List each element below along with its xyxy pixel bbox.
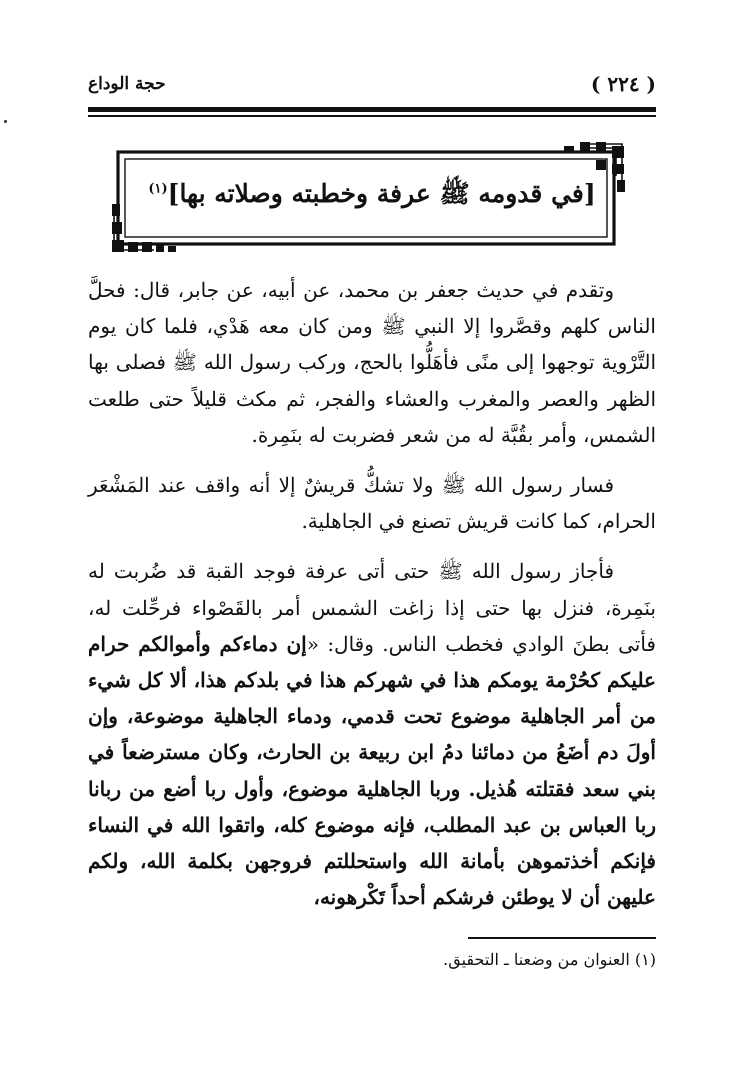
page-number: ( ٢٢٤ ) — [590, 72, 656, 96]
ornamental-title-frame — [112, 142, 632, 252]
paragraph-2 — [88, 467, 656, 539]
sermon-quote: إن دماءكم وأموالكم حرام عليكم كحُرْمة يومكم هذا في شهركم هذا في بلدكم هذا، ألا كل شيء من أمر الجاهلية موضوع تحت قدمي، ودماء الجاهلية موضوعة، وإن أولَ دم أضَعُ من دمائنا دمُ ابن ربيعة بن الحارث، وكان مسترضعاً في بني سعد فقتلته هُذيل. وربا الجاهلية موضوع، وأول ربا أضع من ربانا ربا العباس بن عبد المطلب، فإنه موضوع كله، واتقوا الله في النساء فإنكم أخذتموهن بأمانة الله واستحللتم فروجهن بكلمة الله، ولكم عليهن أن لا يوطئن فرشكم أحداً تَكْرهونه، — [88, 631, 656, 910]
scan-speck — [4, 120, 7, 123]
paragraph-3 — [88, 553, 656, 915]
paragraph-2-text: فسار رسول الله ﷺ ولا تشكُّ قريشٌ إلا أنه واقف عند المَشْعَر الحرام، كما كانت قريش تصنع في الجاهلية. — [88, 473, 656, 534]
paragraph-1 — [88, 272, 656, 453]
header-rule-thick — [88, 107, 656, 112]
header-rule-thin — [88, 115, 656, 117]
footnote-text: العنوان من وضعنا ـ التحقيق. — [443, 950, 630, 969]
running-header — [88, 72, 656, 102]
paragraph-1-text: وتقدم في حديث جعفر بن محمد، عن أبيه، عن جابر، قال: فحلَّ الناس كلهم وقصَّروا إلا النبي ﷺ ومن كان معه هَدْي، فلما كان يوم التَّرْوية توجهوا إلى منًى فأهَلُّوا بالحج، وركب رسول الله ﷺ فصلى بها الظهر والعصر والمغرب والعشاء والفجر، ثم مكث قليلاً حتى طلعت الشمس، وأمر بقُبَّة له من شعر فضربت له بنَمِرة. — [88, 278, 656, 447]
section-title — [142, 178, 602, 215]
book-title: حجة الوداع — [88, 74, 166, 94]
footnote-number: (١) — [634, 950, 656, 969]
paragraph-3-text: فأجاز رسول الله ﷺ حتى أتى عرفة فوجد القبة قد ضُربت له بنَمِرة، فنزل بها حتى إذا زاغت الشمس أمر بالقَصْواء فرحِّلت له، فأتى بطنَ الوادي فخطب الناس. وقال: « — [88, 559, 656, 656]
section-title-text: [في قدومه ﷺ عرفة وخطبته وصلاته بها] — [167, 179, 596, 208]
footnote-1 — [88, 950, 656, 969]
body-text — [88, 272, 656, 915]
footnote-rule — [468, 937, 656, 939]
title-footnote-marker: (١) — [148, 181, 168, 197]
